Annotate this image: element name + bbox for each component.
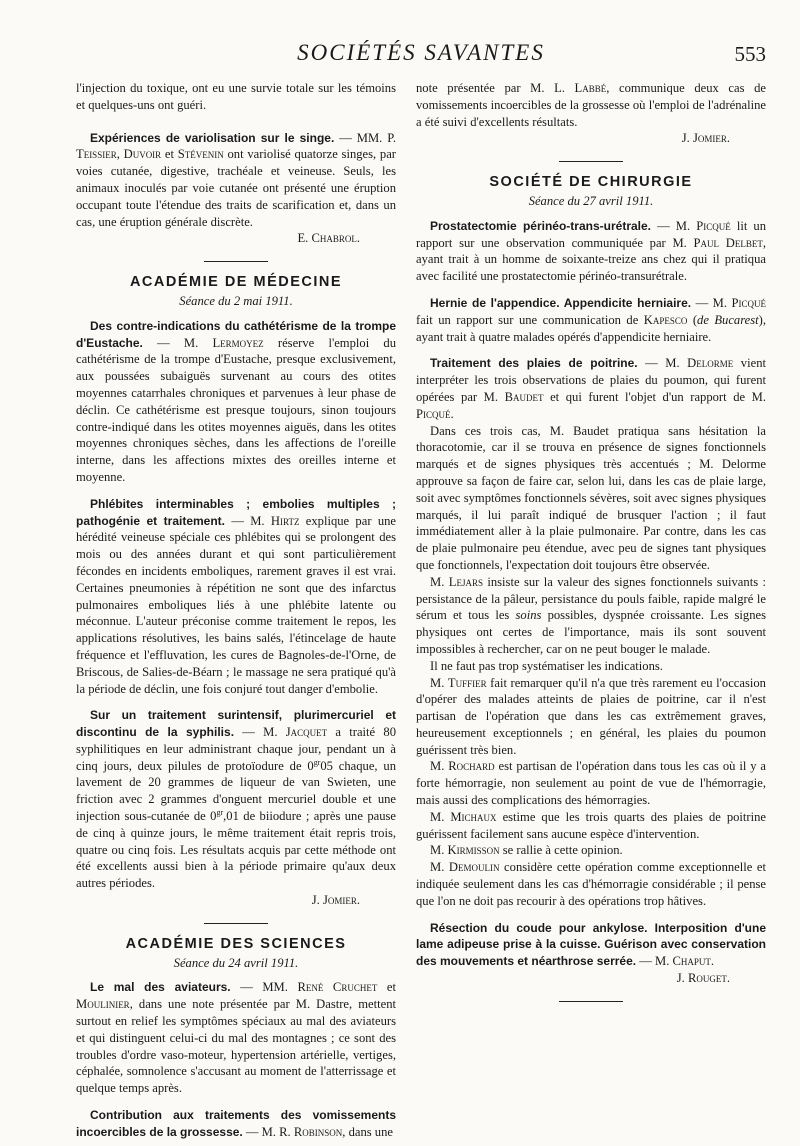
article-variolisation <box>76 130 396 248</box>
article-paragraph: Phlébites interminables ; embolies multiples ; pathogénie et traitement. — M. Hirtz explique par une hérédité veineuse spéciale ces phlébites qui se prolongent des mois ou des années durant et qui sont particulièrement fécondes en incidents emboliques, rarement graves il est vrai. Certaines pneumonies à répétition ne sont que des infarctus pulmonaires emboliques liés à une phlébite latente ou méconnue. L'auteur préconise comme traitement le repos, les applications résolutives, les bains salés, l'étincelage de haute fréquence et l'effluvation, les cures de Bagnoles-de-l'Orne, de Briscous, de Salies-de-Béarn ; le massage ne sera pratiqué qu'à la période de déclin, une fois conjuré tout danger d'embolie. <box>76 496 397 696</box>
article-paragraph: M. Kirmisson se rallie à cette opinion. <box>430 843 623 858</box>
article-lead: Le mal des aviateurs. <box>90 980 231 995</box>
article-lead: Contribution aux traitements des vomissements incoercibles de la grossesse. <box>76 1108 396 1139</box>
article-paragraph: Le mal des aviateurs. — MM. René Cruchet et Moulinier, dans une note présentée par M. Dastre, mettent surtout en relief les symptômes spéciaux au mal des aviateurs et qui distinguent celui-ci du mal des montagnes ; ce sont des troubles d'ordre vaso-moteur, hypertension artérielle, vertiges, céphalée, somnolence s'accusant au moment de l'atterrissage et quelque temps après. <box>76 980 396 1096</box>
author-name: Tuffier <box>447 675 487 690</box>
author-name: René Cruchet <box>297 980 378 995</box>
running-title: SOCIÉTÉS SAVANTES <box>297 40 545 65</box>
article-lead: Hernie de l'appendice. Appendicite herniaire. <box>430 295 692 310</box>
author-name: Picqué <box>731 295 767 310</box>
article-paragraph: Expériences de variolisation sur le singe. — MM. P. Teissier, Duvoir et Stévenin ont variolisé quatorze singes, par voies cutanée, digestive, trachéale et veineuse. Seuls, les animaux inoculés par voie cutanée ont présenté une éruption occupant toute l'étendue des traits de scarification et, dans un cas, une éruption générale discrète. <box>76 130 396 229</box>
article-plaies-poitrine <box>416 355 766 909</box>
article-paragraph: Dans ces trois cas, M. Baudet pratiqua sans hésitation la thoracotomie, car il se trouva en présence de signes fonctionnels marqués et de signes physiques très accentués ; M. Delorme approuve sa façon de faire car, selon lui, dans les cas de plaie large, soit avec symptômes fonctionnels sévères, soit avec signes physiques marqués, il lui paraît indiqué de brusquer l'action ; il faut immédiatement aller à la plaie pulmonaire. Par contre, dans les cas de plaie pulmonaire peu étendue, avec peu de signes tant physiques que fonctionnels, l'expectation doit toujours être observée. <box>416 423 766 572</box>
session-date: Séance du 24 avril 1911. <box>173 955 299 970</box>
article-syphilis <box>76 707 396 909</box>
article-paragraph: M. Lejars insiste sur la valeur des signes fonctionnels suivants : persistance de la pâleur, persistance du pouls faible, rapide malgré le sérum et tous les soins possibles, dyspnée croissante. Les signes physiques ont certes de l'importance, mais ils sont souvent impossibles à rechercher, car on ne peut bouger le malade. <box>416 574 766 656</box>
section-divider <box>559 1001 623 1002</box>
continued-paragraph: note présentée par M. L. Labbé, communique deux cas de vomissements incoercibles de la grossesse où l'emploi de l'adrénaline a été suivi d'excellents résultats. <box>416 81 767 129</box>
author-name: Baudet <box>504 389 544 404</box>
author-name: Demoulin <box>448 860 500 875</box>
author-name: Picqué <box>696 218 731 233</box>
article-lead: Expériences de variolisation sur le singe. <box>90 130 335 145</box>
article-paragraph: Résection du coude pour ankylose. Interposition d'une lame adipeuse prise à la cuisse. Guérison avec conservation des mouvements et néarthrose serrée. — M. Chaput. <box>416 920 766 969</box>
author-name: Hirtz <box>270 513 300 528</box>
article-eustache <box>76 318 396 486</box>
article-lead: Prostatectomie périnéo-trans-urétrale. <box>430 218 652 233</box>
section-divider <box>559 161 623 162</box>
author-name: Delorme <box>687 356 734 371</box>
author-name: R. Robinson <box>279 1124 343 1139</box>
author-name: Lejars <box>448 574 483 589</box>
article-lead: Des contre-indications du cathétérisme de la trompe d'Eustache. <box>76 318 396 350</box>
continued-paragraph: l'injection du toxique, ont eu une survie totale sur les témoins et quelques-uns ont guéri. <box>76 81 396 112</box>
page-number: 553 <box>734 42 766 66</box>
session-date: Séance du 2 mai 1911. <box>179 293 293 308</box>
article-aviateurs <box>76 979 396 1097</box>
author-name: Kirmisson <box>447 843 500 858</box>
article-paragraph: Prostatectomie périnéo-trans-urétrale. — M. Picqué lit un rapport sur une observation communiquée par M. Paul Delbet, ayant trait à un homme de soixante-treize ans chez qui il pratiqua avec facilité une prostatectomie périnéo-transurétrale. <box>416 218 767 284</box>
section-title: ACADÉMIE DES SCIENCES <box>125 935 347 952</box>
session-date: Séance du 27 avril 1911. <box>528 193 654 208</box>
article-vomissements <box>76 1107 396 1141</box>
author-name: Jacquet <box>285 725 328 740</box>
right-column <box>416 80 766 1014</box>
article-paragraph: M. Demoulin considère cette opération comme exceptionnelle et indiquée seulement dans les cas d'hémorragie considérable ; il pense que l'on ne doit pas recourir à des opérations trop hâtives. <box>416 860 766 908</box>
signature: J. Jomier. <box>681 131 730 146</box>
article-lead: Résection du coude pour ankylose. Interposition d'une lame adipeuse prise à la cuisse. Guérison avec conservation des mouvements et néarthrose serrée. <box>416 920 766 969</box>
author-name: Chaput <box>672 954 711 969</box>
article-hernie <box>416 295 766 345</box>
article-paragraph: Traitement des plaies de poitrine. — M. Delorme vient interpréter les trois observations de plaies du poumon, qui furent opérées par M. Baudet et qui furent l'objet d'un rapport de M. Picqué. <box>416 356 766 421</box>
article-phlebites <box>76 496 396 698</box>
author-name: Paul Delbet <box>693 235 763 250</box>
left-column <box>76 80 396 1141</box>
author-name: P. Teissier <box>76 130 396 162</box>
section-divider <box>204 261 268 262</box>
article-lead: Phlébites interminables ; embolies multiples ; pathogénie et traitement. <box>76 496 396 528</box>
author-name: L. Labbé <box>554 81 607 95</box>
article-paragraph: Des contre-indications du cathétérisme de la trompe d'Eustache. — M. Lermoyez réserve l'emploi du cathétérisme de la trompe d'Eustache, presque exclusivement, aux poussées subaiguës survenant au cours des otites moyennes catarrhales chroniques et parvenues à leur phase de déclin. Ce cathétérisme est presque toujours, sinon toujours contre-indiqué dans les otites moyennes aiguës, dans les otites moyennes chroniques sèches, dans les affections de l'oreille interne, dans les affections mixtes des oreilles interne et moyenne. <box>76 318 397 484</box>
section-title: SOCIÉTÉ DE CHIRURGIE <box>489 174 693 191</box>
article-paragraph: Il ne faut pas trop systématiser les indications. <box>430 658 663 673</box>
author-name: Michaux <box>450 809 497 824</box>
author-name: Lermoyez <box>212 335 264 350</box>
article-resection-coude <box>416 920 766 987</box>
signature: J. Rouget. <box>676 971 730 986</box>
author-name: Moulinier <box>76 997 130 1012</box>
signature: J. Jomier. <box>311 893 360 908</box>
author-name: Stévenin <box>177 147 224 162</box>
section-title: ACADÉMIE DE MÉDECINE <box>129 274 343 291</box>
article-lead: Traitement des plaies de poitrine. <box>430 356 638 371</box>
article-paragraph: M. Tuffier fait remarquer qu'il n'a que très rarement eu l'occasion d'opérer des malades atteints de plaies de poitrine, car il n'est partisan de l'opération que dans les cas extrêmement graves, heureusement exceptionnels ; en général, les plaies du poumon guérissent très bien. <box>416 675 766 757</box>
author-name: Picqué <box>416 406 451 421</box>
author-name: Kapesco <box>643 312 688 327</box>
section-divider <box>204 923 268 924</box>
article-paragraph: Contribution aux traitements des vomissements incoercibles de la grossesse. — M. R. Robinson, dans une <box>76 1108 396 1139</box>
author-name: Duvoir <box>123 147 162 162</box>
page-header <box>76 40 766 76</box>
signature: E. Chabrol. <box>297 231 360 246</box>
article-prostatectomie <box>416 218 766 285</box>
article-lead: Sur un traitement surintensif, plurimercuriel et discontinu de la syphilis. <box>76 708 396 740</box>
article-paragraph: M. Rochard est partisan de l'opération dans tous les cas où il y a forte hémorragie, non seulement au point de vue de l'hémorragie, mais aussi des complications des hémorragies. <box>416 759 766 808</box>
author-name: Rochard <box>448 759 495 774</box>
article-paragraph: Hernie de l'appendice. Appendicite herniaire. — M. Picqué fait un rapport sur une communication de Kapesco (de Bucarest), ayant trait à quatre malades opérés d'appendicite herniaire. <box>416 295 767 344</box>
article-paragraph: Sur un traitement surintensif, plurimercuriel et discontinu de la syphilis. — M. Jacquet a traité 80 syphilitiques en leur administrant chaque jour, pendant un à cinq jours, deux pilules de protoïodure de $0^{gr}05$ chaque, un lavement de 20 grammes de liqueur de van Swieten, une friction avec 2 grammes d'onguent mercuriel double et une injection sous-cutanée de $0^{gr},01$ de biiodure ; après une pause de cinq à quinze jours, le même traitement était repris trois, quatre ou cinq fois. Les résultats acquis par cette méthode ont été excellents aussi bien à la période primaire qu'aux deux autres périodes. <box>76 708 397 891</box>
article-paragraph: M. Michaux estime que les trois quarts des plaies de poitrine guérissent facilement sans aucune espèce d'intervention. <box>416 809 766 841</box>
